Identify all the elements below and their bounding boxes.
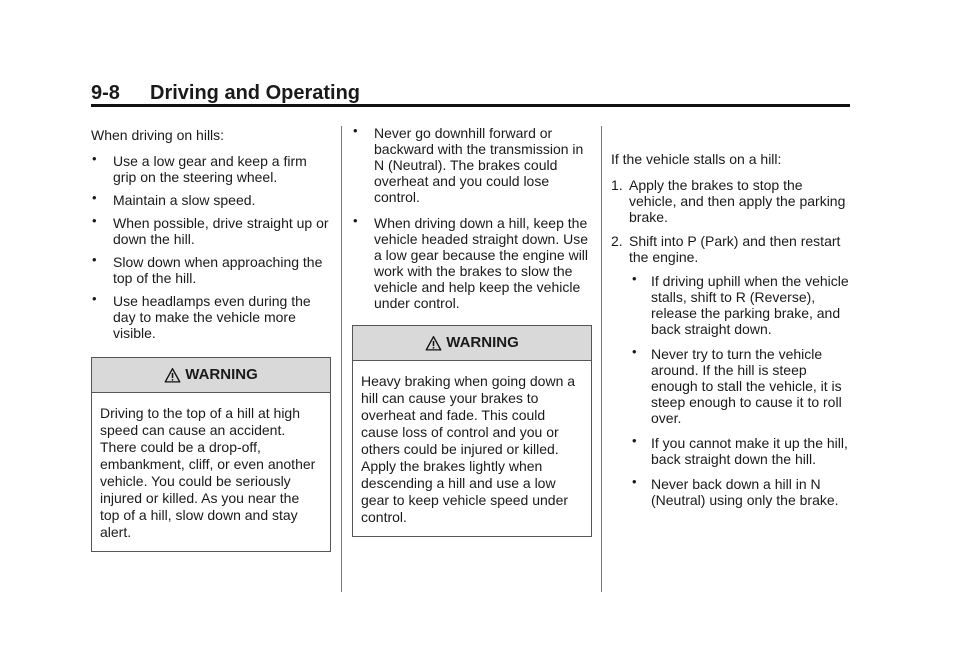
list-item: • When driving down a hill, keep the vehicle headed straight down. Use a low gear because the engine will work with the brakes to slow the vehicle and help keep the vehicle under control. — [353, 213, 589, 311]
step-number: 1. — [611, 177, 623, 193]
bullet-icon: • — [92, 190, 97, 205]
warning-box — [91, 357, 331, 552]
list-item: 2. Shift into P (Park) and then restart the engine. — [611, 233, 841, 265]
list-item: • Slow down when approaching the top of the hill. — [92, 252, 323, 286]
warning-title: WARNING — [446, 334, 519, 351]
list-item: • When possible, drive straight up or down the hill. — [92, 213, 329, 247]
numbered-list — [611, 177, 853, 265]
list-item: • If driving uphill when the vehicle stalls, shift to R (Reverse), release the parking brake, and back straight down. — [632, 271, 849, 337]
list-item: • If you cannot make it up the hill, back straight down the hill. — [632, 433, 848, 467]
section-title: Driving and Operating — [150, 82, 361, 104]
list-item: • Use a low gear and keep a firm grip on the steering wheel. — [92, 151, 307, 185]
bullet-icon: • — [632, 271, 637, 286]
bullet-list — [91, 153, 331, 341]
bullet-icon: • — [353, 123, 358, 138]
list-item: • Never go downhill forward or backward with the transmission in N (Neutral). The brakes could overheat and you could lose control. — [353, 123, 584, 205]
sub-bullet-list — [611, 273, 853, 508]
bullet-icon: • — [92, 252, 97, 267]
warning-header — [353, 326, 591, 361]
bullet-icon: • — [92, 151, 97, 166]
column-3 — [611, 151, 853, 517]
warning-body: Driving to the top of a hill at high speed can cause an accident. There could be a drop-off, embankment, cliff, or even another vehicle. You could be seriously injured or killed. As you near the top of a hill, slow down and stay alert. — [100, 405, 316, 540]
warning-title: WARNING — [185, 366, 258, 383]
warning-box — [352, 325, 592, 537]
warning-body: Heavy braking when going down a hill can cause your brakes to overheat and fade. This could cause loss of control and you or others could be injured or killed. Apply the brakes lightly when descending a hill and use a low gear to keep vehicle speed under control. — [361, 373, 576, 525]
bullet-list — [352, 125, 592, 311]
bullet-icon: • — [92, 291, 97, 306]
list-item: • Never back down a hill in N (Neutral) using only the brake. — [632, 474, 839, 508]
warning-triangle-icon — [425, 335, 442, 352]
bullet-icon: • — [632, 344, 637, 359]
bullet-icon: • — [92, 213, 97, 228]
step-number: 2. — [611, 233, 623, 249]
column-1 — [91, 127, 331, 552]
warning-header — [92, 358, 330, 393]
list-item: • Use headlamps even during the day to make the vehicle more visible. — [92, 291, 311, 341]
intro-text: When driving on hills: — [91, 127, 225, 143]
bullet-icon: • — [632, 474, 637, 489]
column-divider — [341, 126, 342, 592]
page-header — [91, 80, 850, 107]
intro-text: If the vehicle stalls on a hill: — [611, 151, 782, 167]
page-number: 9-8 — [91, 82, 120, 104]
column-divider — [601, 126, 602, 592]
list-item: 1. Apply the brakes to stop the vehicle, and then apply the parking brake. — [611, 177, 846, 225]
list-item: • Never try to turn the vehicle around. If the hill is steep enough to stall the vehicle, it is steep enough to cause it to roll over. — [632, 344, 842, 426]
bullet-icon: • — [632, 433, 637, 448]
column-2 — [352, 125, 592, 537]
bullet-icon: • — [353, 213, 358, 228]
list-item: • Maintain a slow speed. — [92, 190, 256, 208]
warning-triangle-icon — [164, 367, 181, 384]
